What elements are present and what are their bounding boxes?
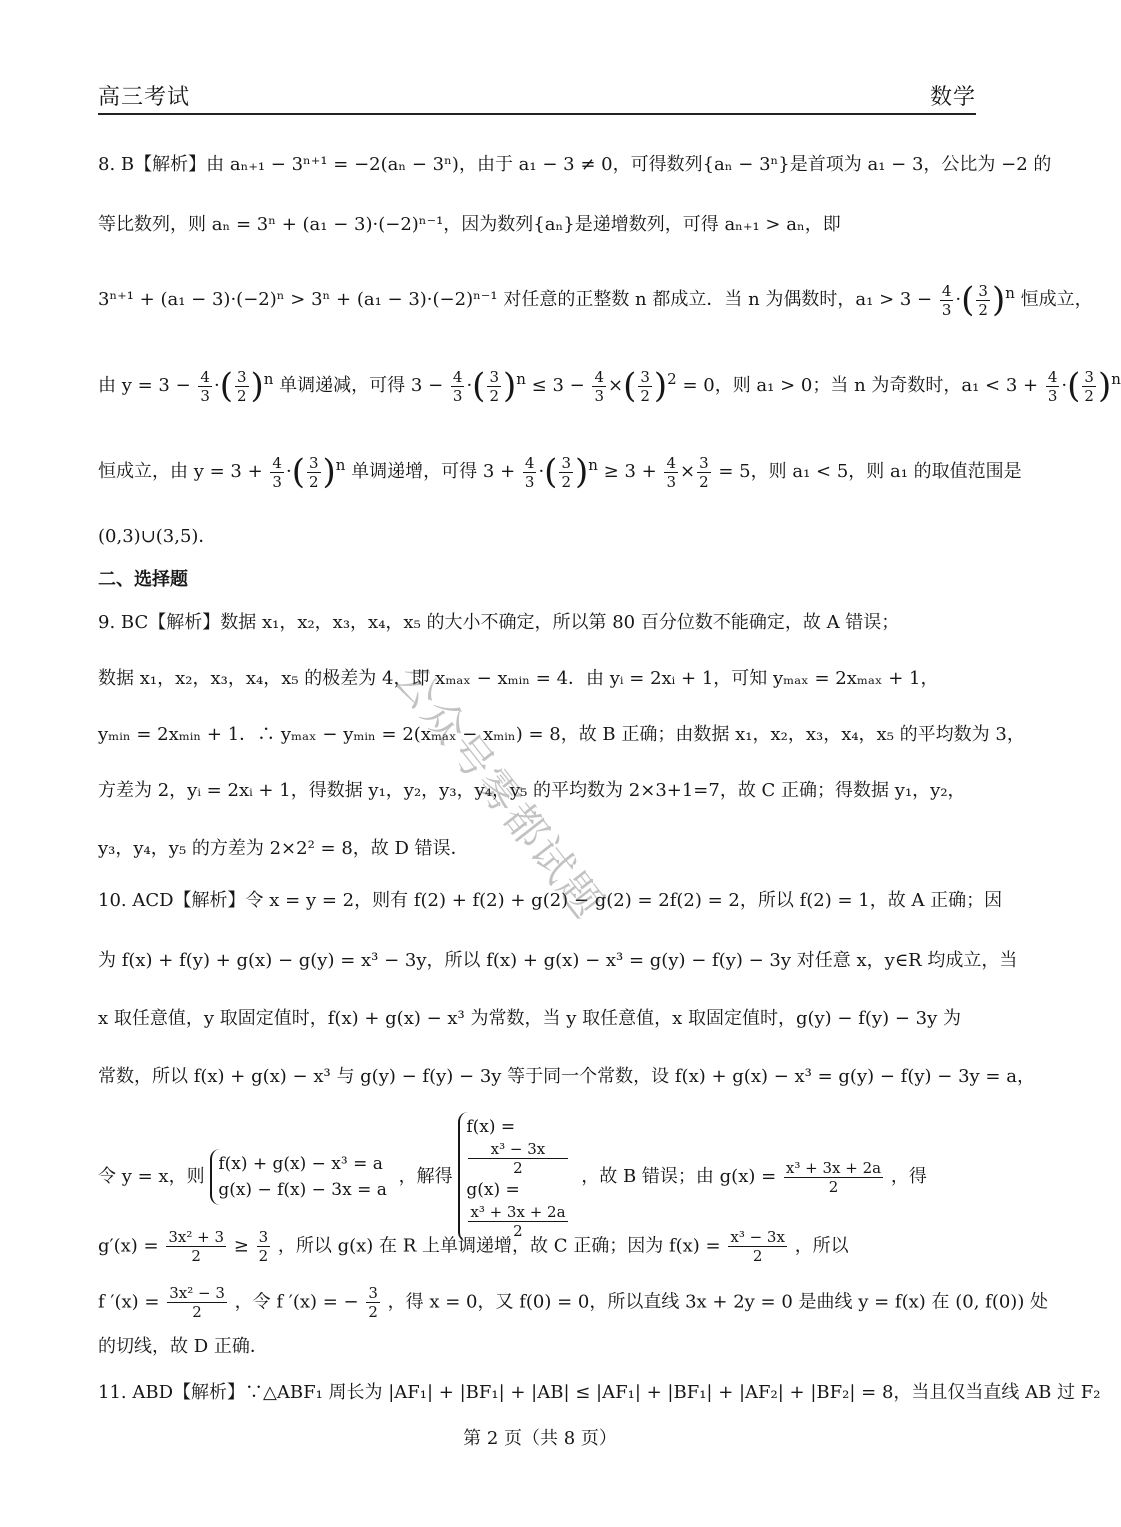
- section-heading: 二、选择题: [98, 569, 188, 590]
- subject-title: 数学: [929, 85, 976, 110]
- watermark: 公众号雾都试题: [385, 654, 614, 928]
- q10-line-5: 令 y = x，则 f(x) + g(x) − x³ = a g(x) − f(x) − 3x = a ，解得 f(x) = x³ − 3x 2 g(x) = x³ + 3x + 2a 2 ，故 B 错误；由 g(x) = $\frac{\text{x³ + 3x + 2a}}{2}$ ，得: [98, 1112, 976, 1242]
- q9-line-2: 数据 x₁，x₂，x₃，x₄，x₅ 的极差为 4，即 xₘₐₓ − xₘᵢₙ = 4．由 yᵢ = 2xᵢ + 1，可知 yₘₐₓ = 2xₘₐₓ + 1，: [98, 668, 939, 689]
- q9-line-3: yₘᵢₙ = 2xₘᵢₙ + 1．∴ yₘₐₓ − yₘᵢₙ = 2(xₘₐₓ − xₘᵢₙ) = 8，故 B 正确；由数据 x₁，x₂，x₃，x₄，x₅ 的平均数为 3，: [98, 724, 1025, 745]
- q8-line-1: 8. B【解析】由 aₙ₊₁ − 3ⁿ⁺¹ = −2(aₙ − 3ⁿ)，由于 a₁ − 3 ≠ 0，可得数列{aₙ − 3ⁿ}是首项为 a₁ − 3，公比为 −2 的: [98, 154, 1052, 175]
- q8-line-2: 等比数列，则 aₙ = 3ⁿ + (a₁ − 3)·(−2)ⁿ⁻¹，因为数列{aₙ}是递增数列，可得 aₙ₊₁ > aₙ，即: [98, 214, 841, 235]
- q10-line-1: 10. ACD【解析】令 x = y = 2，则有 f(2) + f(2) + g(2) − g(2) = 2f(2) = 2，所以 f(2) = 1，故 A 正确；因: [98, 890, 1003, 911]
- solution-system: f(x) = x³ − 3x 2 g(x) = x³ + 3x + 2a 2: [458, 1112, 575, 1242]
- q8-line-4: 由 y = 3 − $\frac{4}{3}$ ·( $\frac{3}{2}$ )$^n$ 单调递减，可得 3 − $\frac{4}{3}$ ·( $\frac{3}{2}$ )$^n$ ≤ 3 − $\frac{4}{3}$ ×( $\frac{3}{2}$ )$^2$ = 0，则 a₁ > 0；当 n 为奇数时，a₁ < 3 + $\frac{4}{3}$ ·( $\frac{3}{2}$ )$^n$: [98, 366, 1121, 406]
- equation-system: f(x) + g(x) − x³ = a g(x) − f(x) − 3x = a: [210, 1149, 393, 1205]
- page-header: [98, 80, 976, 114]
- header-rule: [98, 113, 976, 115]
- q10-line-3: x 取任意值，y 取固定值时，f(x) + g(x) − x³ 为常数，当 y 取任意值，x 取固定值时，g(y) − f(y) − 3y 为: [98, 1008, 961, 1029]
- page-footer: 第 2 页（共 8 页）: [463, 1428, 617, 1449]
- fraction: $\frac{4}{3}$: [941, 281, 952, 319]
- q10-line-7: f ′(x) = $\frac{\text{3x² − 3}}{2}$ ，令 f ′(x) = − $\frac{3}{2}$ ，得 x = 0，又 f(0) = 0，所以直线 3x + 2y = 0 是曲线 y = f(x) 在 (0, f(0)) 处: [98, 1284, 1049, 1321]
- fraction: $\frac{3}{2}$: [978, 281, 988, 319]
- q9-line-4: 方差为 2，yᵢ = 2xᵢ + 1，得数据 y₁，y₂，y₃，y₄，y₅ 的平均数为 2×3+1=7，故 C 正确；得数据 y₁，y₂，: [98, 780, 966, 801]
- q11-line-1: 11. ABD【解析】∵△ABF₁ 周长为 |AF₁| + |BF₁| + |AB| ≤ |AF₁| + |BF₁| + |AF₂| + |BF₂| = 8，当且仅当直线 AB 过 F₂: [98, 1382, 1101, 1403]
- q10-line-4: 常数，所以 f(x) + g(x) − x³ 与 g(y) − f(y) − 3y 等于同一个常数，设 f(x) + g(x) − x³ = g(y) − f(y) − 3y = a，: [98, 1066, 1035, 1087]
- q8-line-3: 3ⁿ⁺¹ + (a₁ − 3)·(−2)ⁿ > 3ⁿ + (a₁ − 3)·(−2)ⁿ⁻¹ 对任意的正整数 n 都成立．当 n 为偶数时，a₁ > 3 − $\frac{4}{3}$ ·( $\frac{3}{2}$ )$^n$ 恒成立，: [98, 280, 1093, 320]
- q10-line-6: g′(x) = $\frac{\text{3x² + 3}}{2}$ ≥ $\frac{3}{2}$ ，所以 g(x) 在 R 上单调递增，故 C 正确；因为 f(x) = $\frac{\text{x³ − 3x}}{2}$ ，所以: [98, 1228, 849, 1265]
- q9-line-5: y₃，y₄，y₅ 的方差为 2×2² = 8，故 D 错误．: [98, 838, 469, 859]
- q8-line-6: (0,3)∪(3,5)．: [98, 526, 217, 547]
- exam-title: 高三考试: [98, 85, 191, 110]
- q10-line-8: 的切线，故 D 正确．: [98, 1336, 268, 1357]
- q10-line-2: 为 f(x) + f(y) + g(x) − g(y) = x³ − 3y，所以 f(x) + g(x) − x³ = g(y) − f(y) − 3y 对任意 x，y∈R 均成立，当: [98, 950, 1018, 971]
- q9-line-1: 9. BC【解析】数据 x₁，x₂，x₃，x₄，x₅ 的大小不确定，所以第 80 百分位数不能确定，故 A 错误；: [98, 612, 900, 633]
- q8-line-5: 恒成立，由 y = 3 + $\frac{4}{3}$ ·( $\frac{3}{2}$ )$^n$ 单调递增，可得 3 + $\frac{4}{3}$ ·( $\frac{3}{2}$ )$^n$ ≥ 3 + $\frac{4}{3}$ × $\frac{3}{2}$ = 5，则 a₁ < 5，则 a₁ 的取值范围是: [98, 452, 1022, 492]
